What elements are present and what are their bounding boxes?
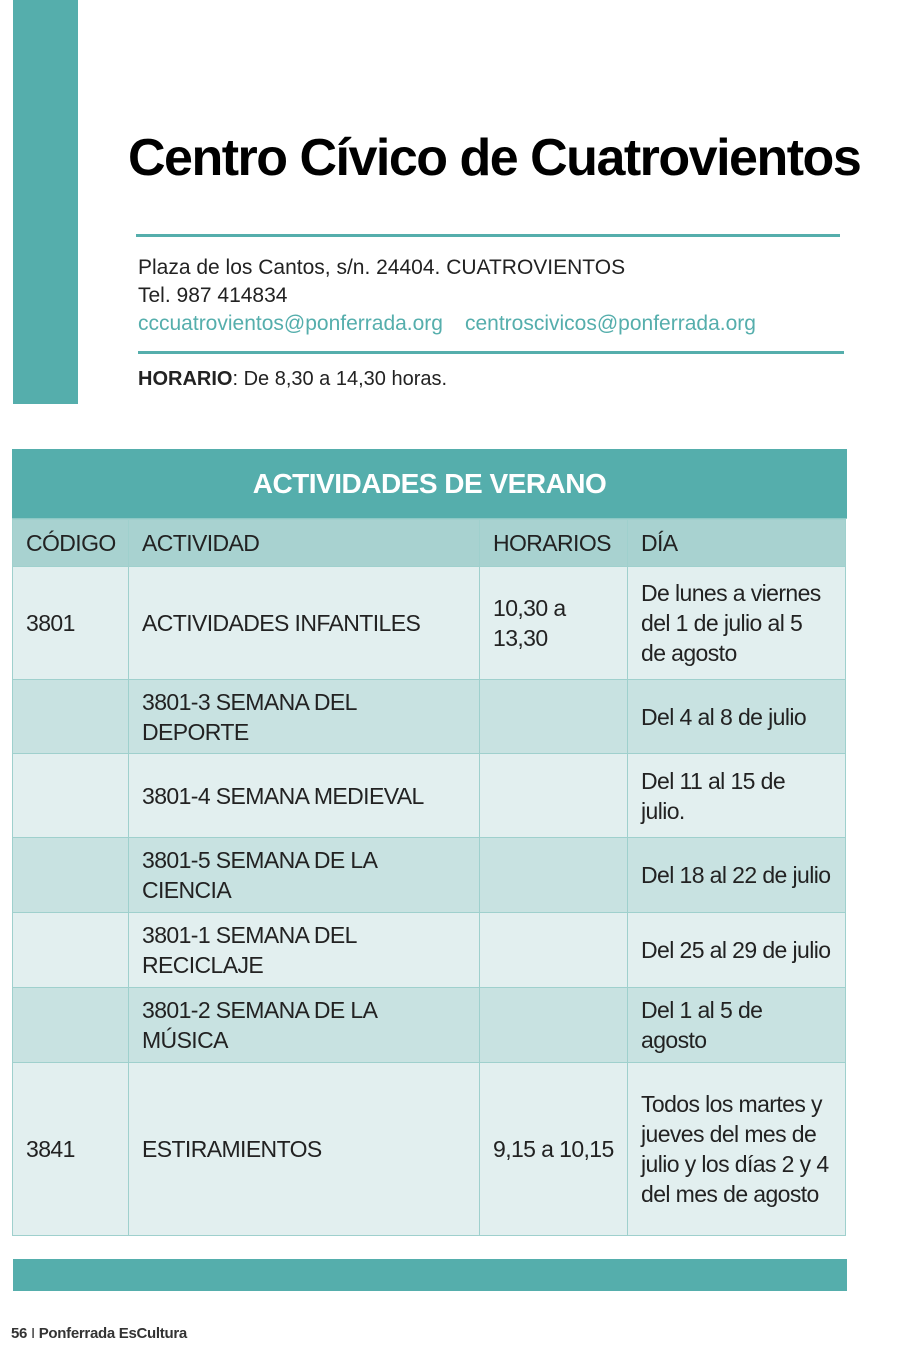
- cell-day: De lunes a viernes del 1 de julio al 5 de agosto: [628, 567, 846, 680]
- cell-schedule: [480, 680, 628, 754]
- email-line: [138, 312, 756, 336]
- hours-text: : De 8,30 a 14,30 horas.: [232, 368, 448, 390]
- cell-schedule: 10,30 a 13,30: [480, 567, 628, 680]
- email-link-center[interactable]: cccuatrovientos@ponferrada.org: [138, 312, 443, 335]
- divider-bottom: [138, 351, 844, 354]
- page-number: 56: [11, 1325, 28, 1342]
- cell-schedule: [480, 754, 628, 838]
- table-row: [13, 680, 846, 754]
- cell-activity: 3801-5 SEMANA DE LA CIENCIA: [129, 838, 480, 913]
- table-header-row: [13, 520, 846, 567]
- cell-code: 3841: [13, 1063, 129, 1236]
- column-header-schedule: HORARIOS: [480, 520, 628, 567]
- cell-day: Del 25 al 29 de julio: [628, 913, 846, 988]
- column-header-activity: ACTIVIDAD: [129, 520, 480, 567]
- cell-day: Del 11 al 15 de julio.: [628, 754, 846, 838]
- divider-top: [136, 234, 840, 237]
- table-row: [13, 754, 846, 838]
- cell-code: [13, 913, 129, 988]
- cell-activity: ESTIRAMIENTOS: [129, 1063, 480, 1236]
- address: Plaza de los Cantos, s/n. 24404. CUATROVIENTOS: [138, 256, 626, 279]
- cell-day: Del 4 al 8 de julio: [628, 680, 846, 754]
- cell-code: [13, 988, 129, 1063]
- page-title: Centro Cívico de Cuatrovientos: [128, 129, 861, 187]
- cell-activity: 3801-1 SEMANA DEL RECICLAJE: [129, 913, 480, 988]
- column-header-code: CÓDIGO: [13, 520, 129, 567]
- cell-activity: 3801-4 SEMANA MEDIEVAL: [129, 754, 480, 838]
- opening-hours: [138, 368, 447, 391]
- cell-code: [13, 838, 129, 913]
- table-title: ACTIVIDADES DE VERANO: [12, 449, 847, 519]
- table-row: [13, 913, 846, 988]
- publication-name: Ponferrada EsCultura: [38, 1325, 187, 1342]
- cell-activity: 3801-3 SEMANA DEL DEPORTE: [129, 680, 480, 754]
- footer-separator: I: [30, 1325, 35, 1342]
- cell-code: 3801: [13, 567, 129, 680]
- cell-code: [13, 754, 129, 838]
- email-link-general[interactable]: centroscivicos@ponferrada.org: [464, 312, 756, 335]
- cell-activity: 3801-2 SEMANA DE LA MÚSICA: [129, 988, 480, 1063]
- cell-activity: ACTIVIDADES INFANTILES: [129, 567, 480, 680]
- cell-day: Del 18 al 22 de julio: [628, 838, 846, 913]
- cell-schedule: [480, 913, 628, 988]
- table-row: [13, 1063, 846, 1236]
- page-footer: [11, 1325, 187, 1342]
- cell-schedule: [480, 988, 628, 1063]
- table-row: [13, 567, 846, 680]
- cell-day: Todos los martes y jueves del mes de julio y los días 2 y 4 del mes de agosto: [628, 1063, 846, 1236]
- activities-table: [12, 449, 847, 1236]
- hours-label: HORARIO: [138, 368, 233, 390]
- table-row: [13, 988, 846, 1063]
- side-accent-bar: [13, 0, 78, 404]
- table-row: [13, 838, 846, 913]
- column-header-day: DÍA: [628, 520, 846, 567]
- cell-code: [13, 680, 129, 754]
- cell-day: Del 1 al 5 de agosto: [628, 988, 846, 1063]
- cell-schedule: 9,15 a 10,15: [480, 1063, 628, 1236]
- phone: Tel. 987 414834: [138, 284, 288, 307]
- footer-accent-bar: [13, 1259, 847, 1291]
- cell-schedule: [480, 838, 628, 913]
